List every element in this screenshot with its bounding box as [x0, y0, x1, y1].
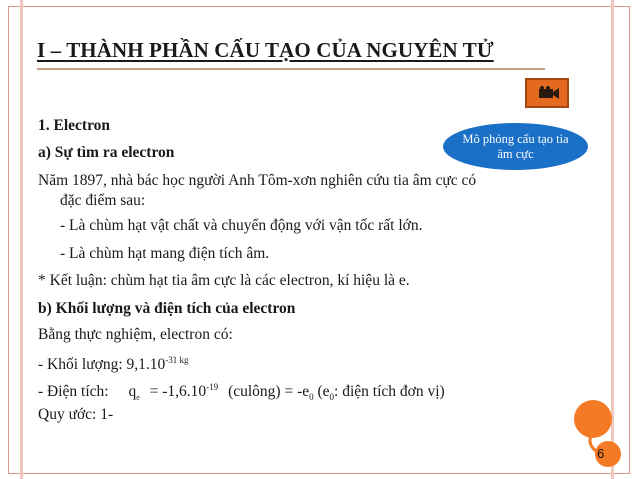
simulation-button[interactable]: [443, 123, 588, 170]
charge-label: - Điện tích:: [38, 383, 109, 400]
heading-electron: 1. Electron: [38, 117, 111, 134]
bullet-1: - Là chùm hạt vật chất và chuyển động với vận tốc rất lớn.: [60, 217, 423, 234]
charge-line: - Điện tích: $q_e = -1,6.10^{-19}$ (culông) = $-e_0$ ($e_0$: điện tích đơn vị): [38, 378, 445, 407]
mass-line: [38, 351, 189, 374]
charge-exponent: -19: [206, 382, 219, 392]
charge-note: (e: [317, 383, 330, 400]
simulation-button-label: Mô phỏng cấu tạo tia âm cực: [462, 131, 569, 161]
heading-discovery: a) Sự tìm ra electron: [38, 144, 175, 161]
charge-symbol: $q_e$: [128, 383, 140, 403]
conclusion: * Kết luận: chùm hạt tia âm cực là các electron, kí hiệu là e.: [38, 272, 410, 289]
video-button[interactable]: [525, 78, 569, 108]
intro-line-2: đặc điểm sau:: [60, 192, 146, 209]
experiment-line: Bằng thực nghiệm, electron có:: [38, 326, 233, 343]
convention-line: Quy ước: 1-: [38, 406, 114, 423]
mass-exponent: -31 kg: [165, 355, 189, 365]
slide-title: I – THÀNH PHẦN CẤU TẠO CỦA NGUYÊN TỬ: [37, 38, 494, 62]
title-underline-rule: [37, 68, 545, 70]
page-number: 6: [597, 446, 605, 461]
intro-line-1: Năm 1897, nhà bác học người Anh Tôm-xơn nghiên cứu tia âm cực có: [38, 172, 477, 189]
charge-unit: (culông) = -e: [228, 383, 310, 400]
film-camera-icon: [538, 86, 560, 100]
right-stripe: [611, 0, 614, 479]
heading-mass-charge: b) Khối lượng và điện tích của electron: [38, 300, 296, 317]
left-stripe: [20, 0, 23, 479]
mass-label: - Khối lượng: 9,1.10: [38, 356, 166, 373]
bullet-2: - Là chùm hạt mang điện tích âm.: [60, 245, 270, 262]
charge-value: = -1,6.10: [149, 383, 207, 400]
